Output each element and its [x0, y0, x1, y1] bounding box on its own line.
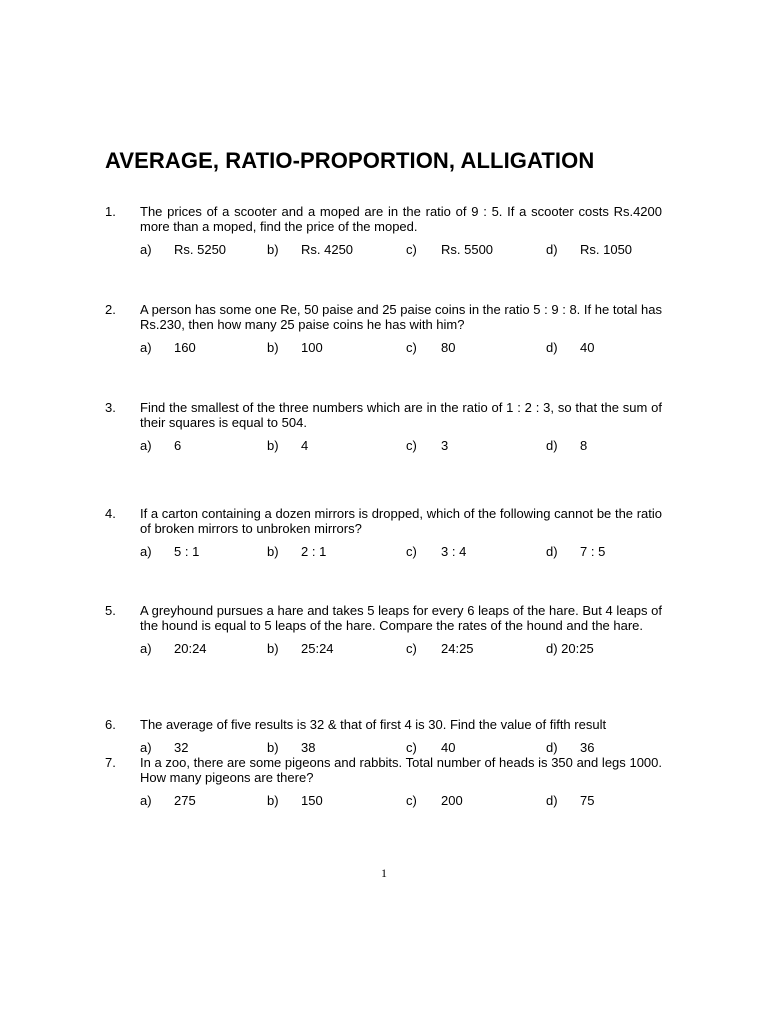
option-c-value: Rs. 5500: [441, 242, 494, 257]
option-d-value: 75: [580, 793, 595, 808]
option-c-value: 3: [441, 438, 449, 453]
question-text: If a carton containing a dozen mirrors is dropped, which of the following cannot be the ratio of broken mirrors to unbroken mirrors?: [140, 506, 662, 536]
option-a-letter: a): [140, 340, 152, 355]
option-a-letter: a): [140, 793, 152, 808]
question-1: [105, 204, 662, 257]
option-d-value: d) 20:25: [546, 641, 594, 656]
question-4: [105, 506, 662, 559]
option-b-value: 100: [301, 340, 323, 355]
option-b-value: 25:24: [301, 641, 334, 656]
answer-options: [105, 242, 662, 257]
option-c-letter: c): [406, 793, 417, 808]
question-text: A person has some one Re, 50 paise and 25 paise coins in the ratio 5 : 9 : 8. If he total has Rs.230, then how many 25 paise coins he has with him?: [140, 302, 662, 332]
page-number: 1: [381, 866, 387, 880]
option-d-letter: d): [546, 242, 558, 257]
option-a-value: Rs. 5250: [174, 242, 227, 257]
option-c-letter: c): [406, 340, 417, 355]
option-b-letter: b): [267, 740, 279, 755]
page-title: AVERAGE, RATIO-PROPORTION, ALLIGATION: [105, 148, 595, 173]
option-c-letter: c): [406, 740, 417, 755]
option-c-value: 80: [441, 340, 456, 355]
question-number: 5.: [105, 603, 116, 618]
option-d-value: Rs. 1050: [580, 242, 633, 257]
option-b-letter: b): [267, 641, 279, 656]
option-b-letter: b): [267, 340, 279, 355]
question-number: 6.: [105, 717, 116, 732]
option-b-value: 2 : 1: [301, 544, 327, 559]
question-5: [105, 603, 662, 656]
option-b-value: 150: [301, 793, 323, 808]
option-b-letter: b): [267, 544, 279, 559]
option-a-letter: a): [140, 544, 152, 559]
option-d-value: 40: [580, 340, 595, 355]
question-text: In a zoo, there are some pigeons and rabbits. Total number of heads is 350 and legs 1000. How many pigeons are there?: [140, 755, 662, 785]
option-b-letter: b): [267, 438, 279, 453]
option-d-letter: d): [546, 740, 558, 755]
option-c-letter: c): [406, 544, 417, 559]
answer-options: [105, 793, 662, 808]
answer-options: [105, 438, 662, 453]
option-a-value: 20:24: [174, 641, 207, 656]
question-text: The average of five results is 32 & that of first 4 is 30. Find the value of fifth result: [140, 717, 607, 732]
answer-options: [105, 740, 662, 755]
option-a-letter: a): [140, 740, 152, 755]
option-d-letter: d): [546, 544, 558, 559]
option-d-letter: d): [546, 793, 558, 808]
option-c-letter: c): [406, 438, 417, 453]
question-number: 2.: [105, 302, 116, 317]
answer-options: [105, 340, 662, 355]
question-7: [105, 755, 662, 808]
option-a-letter: a): [140, 641, 152, 656]
option-d-value: 7 : 5: [580, 544, 606, 559]
option-d-value: 8: [580, 438, 588, 453]
option-c-value: 200: [441, 793, 463, 808]
option-d-value: 36: [580, 740, 595, 755]
option-d-letter: d): [546, 438, 558, 453]
answer-options: [105, 544, 662, 559]
question-6: [105, 717, 662, 755]
question-text: The prices of a scooter and a moped are in the ratio of 9 : 5. If a scooter costs Rs.4200 more than a moped, find the price of the moped.: [140, 204, 662, 234]
question-2: [105, 302, 662, 355]
answer-options: [105, 641, 662, 656]
option-a-value: 160: [174, 340, 196, 355]
option-c-value: 24:25: [441, 641, 474, 656]
question-number: 7.: [105, 755, 116, 770]
option-a-value: 32: [174, 740, 189, 755]
option-c-value: 40: [441, 740, 456, 755]
option-b-value: 4: [301, 438, 309, 453]
question-number: 4.: [105, 506, 116, 521]
question-text: A greyhound pursues a hare and takes 5 leaps for every 6 leaps of the hare. But 4 leaps of the hound is equal to 5 leaps of the hare. Compare the rates of the hound and the hare.: [140, 603, 662, 633]
option-c-letter: c): [406, 242, 417, 257]
option-b-value: 38: [301, 740, 316, 755]
option-c-letter: c): [406, 641, 417, 656]
option-a-letter: a): [140, 242, 152, 257]
option-b-letter: b): [267, 793, 279, 808]
option-a-value: 275: [174, 793, 196, 808]
option-a-letter: a): [140, 438, 152, 453]
question-3: [105, 400, 662, 453]
option-d-letter: d): [546, 340, 558, 355]
option-c-value: 3 : 4: [441, 544, 467, 559]
question-text: Find the smallest of the three numbers which are in the ratio of 1 : 2 : 3, so that the sum of their squares is equal to 504.: [140, 400, 662, 430]
option-a-value: 5 : 1: [174, 544, 200, 559]
question-number: 1.: [105, 204, 116, 219]
question-number: 3.: [105, 400, 116, 415]
option-b-letter: b): [267, 242, 279, 257]
option-a-value: 6: [174, 438, 182, 453]
option-b-value: Rs. 4250: [301, 242, 354, 257]
